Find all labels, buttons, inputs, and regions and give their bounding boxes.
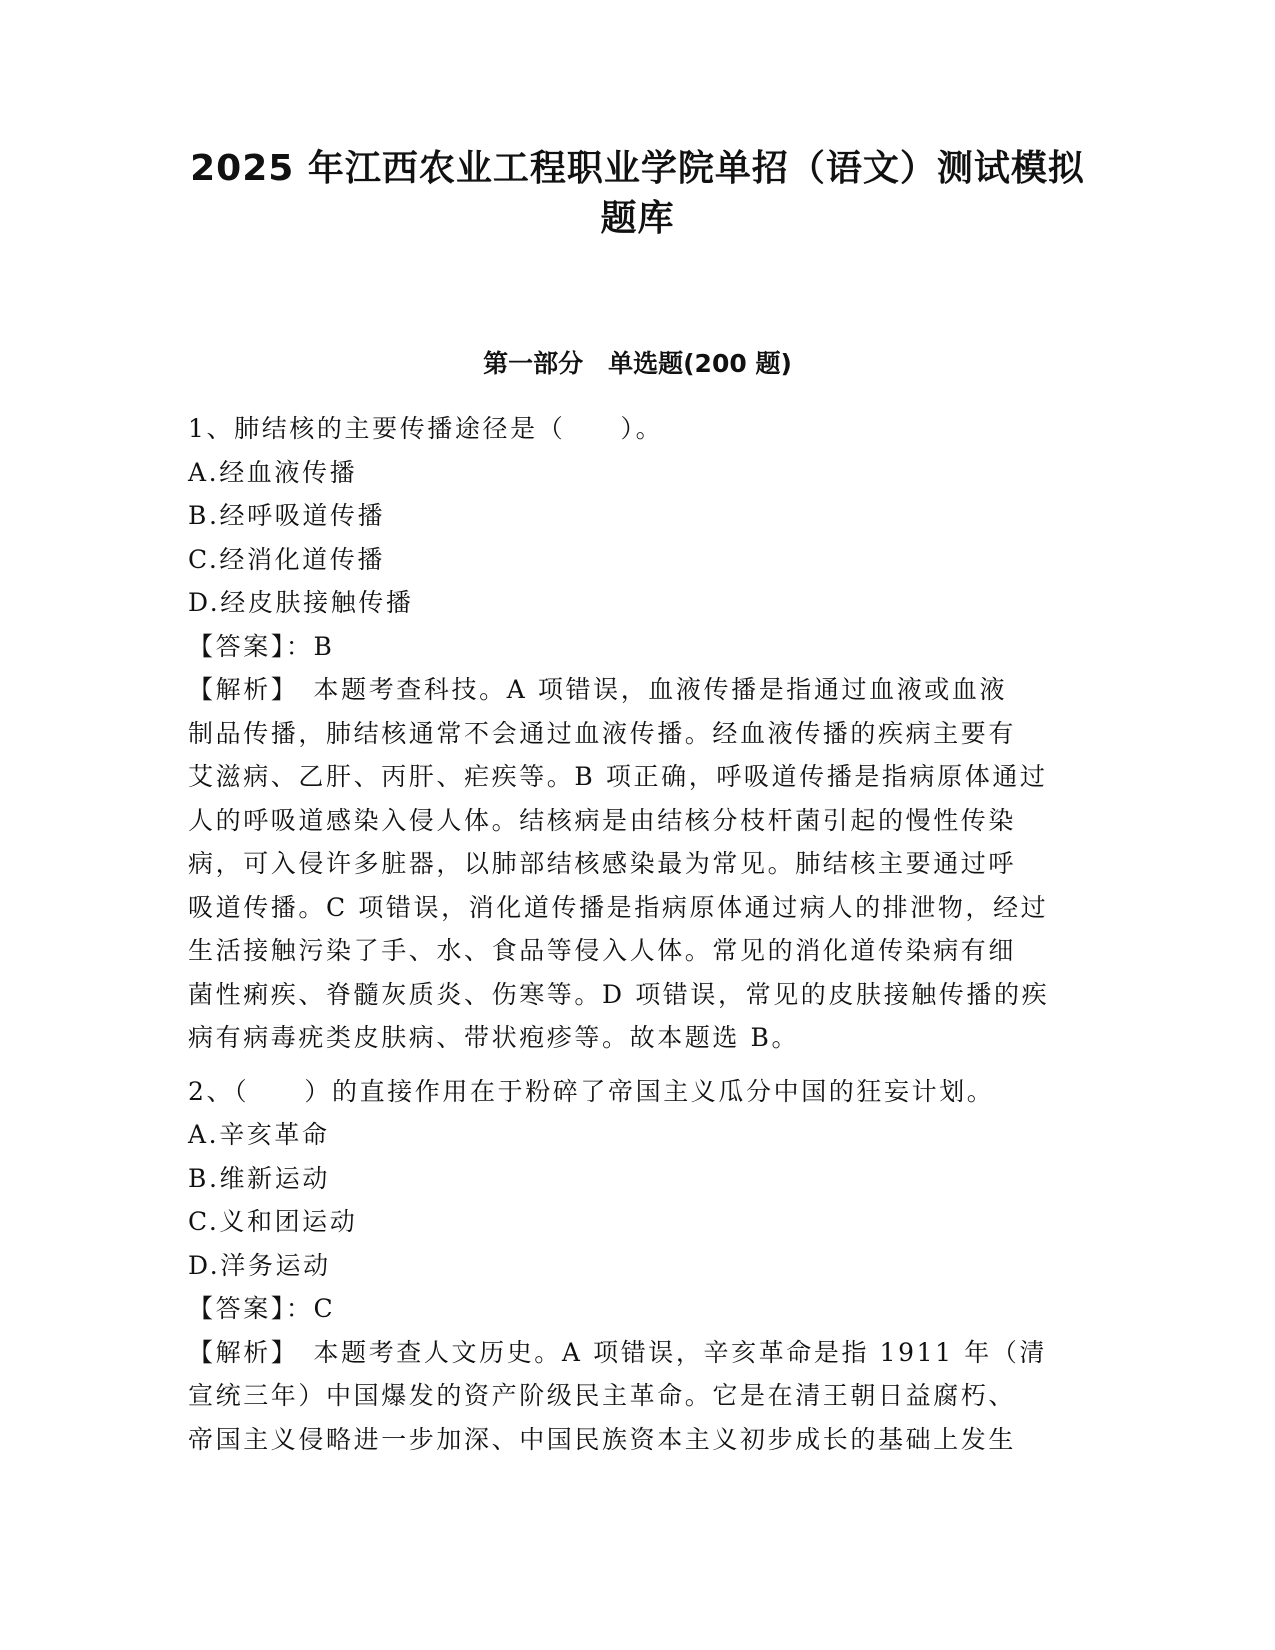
option-c: C.义和团运动 [188, 1207, 358, 1236]
analysis-line: 病，可入侵许多脏器，以肺部结核感染最为常见。肺结核主要通过呼 [188, 849, 1017, 878]
question-stem: 1、肺结核的主要传播途径是（ ）。 [188, 414, 664, 443]
option-a: A.经血液传播 [188, 457, 358, 487]
option-d: D.洋务运动 [188, 1250, 331, 1280]
section-heading: 第一部分 单选题(200 题) [483, 349, 792, 378]
analysis-line: 生活接触污染了手、水、食品等侵入人体。常见的消化道传染病有细 [188, 936, 1017, 965]
analysis-line: 【解析】 本题考查人文历史。A 项错误，辛亥革命是指 1911 年（清 [188, 1337, 1048, 1367]
analysis-line: 宣统三年）中国爆发的资产阶级民主革命。它是在清王朝日益腐朽、 [188, 1381, 1017, 1410]
analysis-line: 艾滋病、乙肝、丙肝、疟疾等。B 项正确，呼吸道传播是指病原体通过 [188, 762, 1048, 791]
answer: 【答案】：B [188, 631, 335, 661]
analysis-line: 【解析】 本题考查科技。A 项错误，血液传播是指通过血液或血液 [188, 675, 1008, 704]
answer: 【答案】：C [188, 1294, 336, 1323]
question-spacer [188, 1060, 1088, 1070]
question-stem: 2、（ ）的直接作用在于粉碎了帝国主义瓜分中国的狂妄计划。 [188, 1076, 995, 1106]
document-title-line-2: 题库 [600, 198, 675, 239]
question-2 [188, 1070, 1088, 1462]
option-c: C.经消化道传播 [188, 544, 385, 574]
analysis-line: 菌性痢疾、脊髓灰质炎、伤寒等。D 项错误，常见的皮肤接触传播的疾 [188, 979, 1050, 1009]
analysis-line: 吸道传播。C 项错误，消化道传播是指病原体通过病人的排泄物，经过 [188, 892, 1049, 922]
question-list [188, 407, 1088, 1461]
question-1 [188, 407, 1088, 1060]
option-d: D.经皮肤接触传播 [188, 588, 414, 617]
analysis-line: 制品传播，肺结核通常不会通过血液传播。经血液传播的疾病主要有 [188, 718, 1017, 748]
document-title-line-1: 2025 年江西农业工程职业学院单招（语文）测试模拟 [190, 148, 1085, 189]
analysis-line: 人的呼吸道感染入侵人体。结核病是由结核分枝杆菌引起的慢性传染 [188, 805, 1017, 835]
analysis-line: 帝国主义侵略进一步加深、中国民族资本主义初步成长的基础上发生 [188, 1424, 1017, 1454]
option-b: B.维新运动 [188, 1163, 330, 1193]
analysis-line: 病有病毒疣类皮肤病、带状疱疹等。故本题选 B。 [188, 1023, 800, 1052]
option-a: A.辛亥革命 [188, 1120, 330, 1149]
option-b: B.经呼吸道传播 [188, 501, 386, 530]
